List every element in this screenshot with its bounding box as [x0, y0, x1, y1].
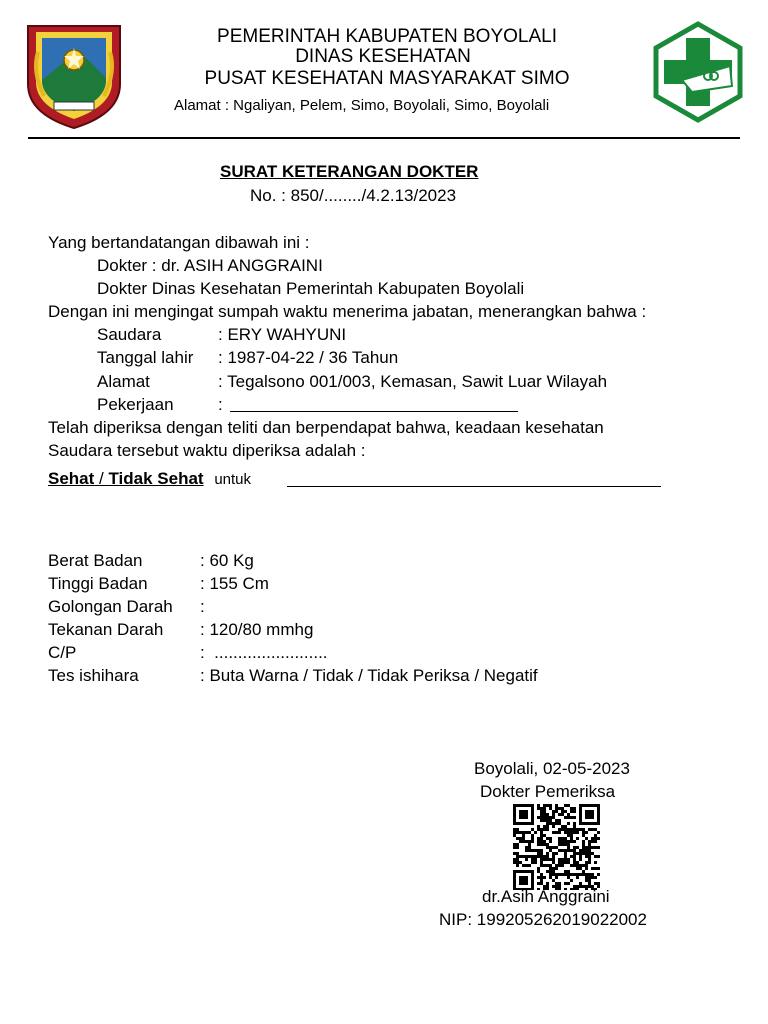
ishihara-value: : Buta Warna / Tidak / Tidak Periksa / Negatif [200, 666, 538, 685]
weight-value: : 60 Kg [200, 551, 254, 570]
institution-line: Dokter Dinas Kesehatan Pemerintah Kabupaten Boyolali [97, 279, 525, 298]
weight-label: Berat Badan [48, 551, 143, 570]
blood-type-label: Golongan Darah [48, 597, 173, 616]
patient-address-value: : Tegalsono 001/003, Kemasan, Sawit Luar Wilayah [218, 372, 608, 391]
status-sehat: Sehat [48, 469, 95, 488]
blood-pressure-label: Tekanan Darah [48, 620, 164, 639]
header-address: Alamat : Ngaliyan, Pelem, Simo, Boyolali, Simo, Boyolali [174, 97, 550, 114]
header-line-2: DINAS KESEHATAN [295, 46, 471, 67]
height-label: Tinggi Badan [48, 574, 148, 593]
document-title: SURAT KETERANGAN DOKTER [220, 162, 479, 181]
patient-job-value: : [218, 395, 223, 414]
statement-line-2: Saudara tersebut waktu diperiksa adalah : [48, 441, 366, 460]
patient-job-label: Pekerjaan [97, 395, 174, 414]
intro-line: Yang bertandatangan dibawah ini : [48, 233, 310, 252]
doctor-line: Dokter : dr. ASIH ANGGRAINI [97, 256, 323, 275]
blood-type-value: : [200, 597, 205, 616]
ishihara-label: Tes ishihara [48, 666, 139, 685]
patient-name-label: Saudara [97, 325, 162, 344]
signature-place-date: Boyolali, 02-05-2023 [474, 759, 630, 778]
header-divider [28, 137, 740, 139]
status-untuk: untuk [214, 471, 252, 488]
oath-line: Dengan ini mengingat sumpah waktu menerima jabatan, menerangkan bahwa : [48, 302, 647, 321]
signature-nip: NIP: 199205262019022002 [439, 910, 647, 929]
qr-code-icon [513, 804, 603, 890]
signature-role: Dokter Pemeriksa [480, 782, 616, 801]
cp-label: C/P [48, 643, 77, 662]
patient-name-value: : ERY WAHYUNI [218, 325, 347, 344]
patient-dob-label: Tanggal lahir [97, 348, 194, 367]
purpose-blank-line [287, 486, 661, 487]
signature-name: dr.Asih Anggraini [482, 887, 610, 906]
document-number: No. : 850/......../4.2.13/2023 [250, 186, 457, 205]
statement-line-1: Telah diperiksa dengan teliti dan berpendapat bahwa, keadaan kesehatan [48, 418, 604, 437]
cp-value: : ........................ [200, 643, 328, 662]
status-tidak-sehat: Tidak Sehat [108, 469, 204, 488]
status-slash: / [94, 469, 109, 488]
patient-job-blank-line [230, 411, 518, 412]
patient-address-label: Alamat [97, 372, 150, 391]
height-value: : 155 Cm [200, 574, 269, 593]
patient-dob-value: : 1987-04-22 / 36 Tahun [218, 348, 399, 367]
header-line-3: PUSAT KESEHATAN MASYARAKAT SIMO [204, 68, 570, 89]
blood-pressure-value: : 120/80 mmhg [200, 620, 314, 639]
health-status-row [48, 469, 251, 490]
header-line-1: PEMERINTAH KABUPATEN BOYOLALI [217, 26, 557, 47]
